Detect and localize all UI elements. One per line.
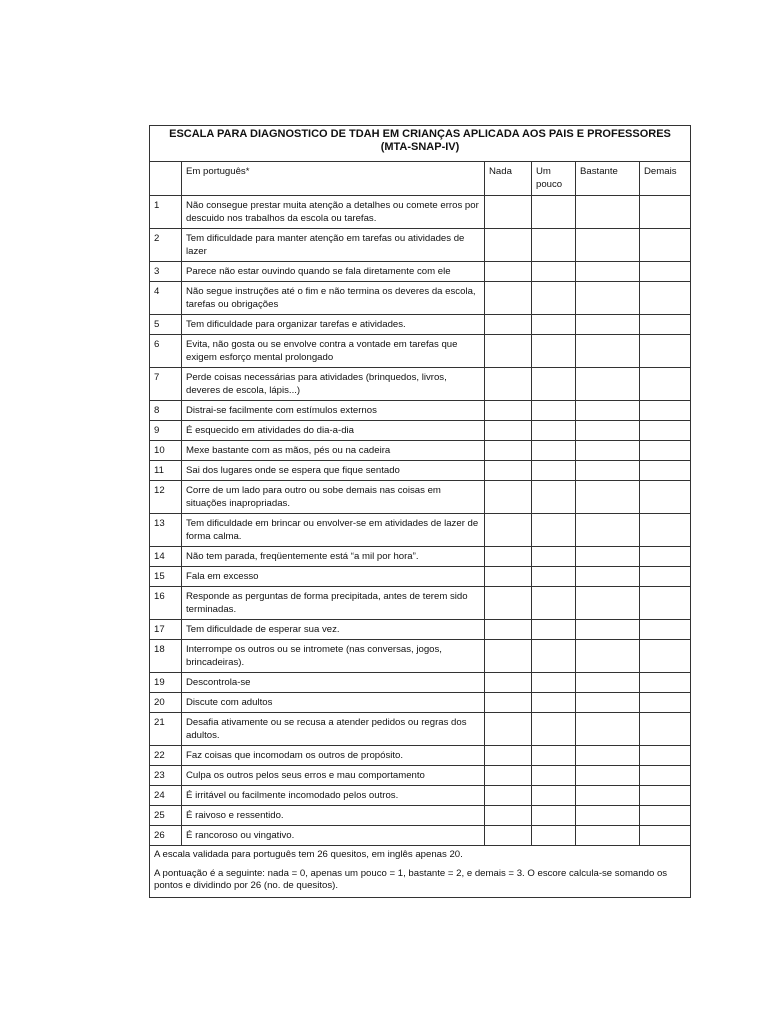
answer-cell-demais[interactable] — [640, 713, 691, 746]
answer-cell-nada[interactable] — [485, 368, 532, 401]
item-text: Distrai-se facilmente com estímulos externos — [182, 401, 485, 421]
answer-cell-demais[interactable] — [640, 262, 691, 282]
table-row — [150, 282, 691, 315]
table-row — [150, 262, 691, 282]
answer-cell-nada[interactable] — [485, 746, 532, 766]
item-text: Fala em excesso — [182, 567, 485, 587]
answer-cell-bastante[interactable] — [576, 673, 640, 693]
answer-cell-bastante[interactable] — [576, 368, 640, 401]
table-row — [150, 368, 691, 401]
answer-cell-nada[interactable] — [485, 315, 532, 335]
item-text: É rancoroso ou vingativo. — [182, 826, 485, 846]
answer-cell-demais[interactable] — [640, 547, 691, 567]
item-text: Tem dificuldade de esperar sua vez. — [182, 620, 485, 640]
answer-cell-nada[interactable] — [485, 441, 532, 461]
header-um-pouco: Um pouco — [532, 162, 576, 196]
answer-cell-nada[interactable] — [485, 514, 532, 547]
answer-cell-nada[interactable] — [485, 640, 532, 673]
answer-cell-um-pouco[interactable] — [532, 335, 576, 368]
item-number: 4 — [150, 282, 182, 315]
table-row — [150, 461, 691, 481]
answer-cell-um-pouco[interactable] — [532, 567, 576, 587]
answer-cell-um-pouco[interactable] — [532, 262, 576, 282]
answer-cell-bastante[interactable] — [576, 315, 640, 335]
item-number: 16 — [150, 587, 182, 620]
answer-cell-demais[interactable] — [640, 461, 691, 481]
item-text: Evita, não gosta ou se envolve contra a vontade em tarefas que exigem esforço mental prolongado — [182, 335, 485, 368]
answer-cell-bastante[interactable] — [576, 282, 640, 315]
header-row — [150, 162, 691, 196]
answer-cell-bastante[interactable] — [576, 826, 640, 846]
answer-cell-nada[interactable] — [485, 673, 532, 693]
item-text: Responde as perguntas de forma precipitada, antes de terem sido terminadas. — [182, 587, 485, 620]
item-number: 2 — [150, 229, 182, 262]
answer-cell-nada[interactable] — [485, 547, 532, 567]
item-number: 12 — [150, 481, 182, 514]
table-row — [150, 826, 691, 846]
item-text: É irritável ou facilmente incomodado pelos outros. — [182, 786, 485, 806]
answer-cell-demais[interactable] — [640, 196, 691, 229]
answer-cell-um-pouco[interactable] — [532, 547, 576, 567]
answer-cell-bastante[interactable] — [576, 335, 640, 368]
answer-cell-um-pouco[interactable] — [532, 746, 576, 766]
answer-cell-bastante[interactable] — [576, 766, 640, 786]
answer-cell-um-pouco[interactable] — [532, 229, 576, 262]
answer-cell-bastante[interactable] — [576, 587, 640, 620]
header-nada: Nada — [485, 162, 532, 196]
item-text: Não segue instruções até o fim e não termina os deveres da escola, tarefas ou obrigações — [182, 282, 485, 315]
questionnaire-sheet — [149, 125, 690, 898]
item-number: 1 — [150, 196, 182, 229]
answer-cell-demais[interactable] — [640, 335, 691, 368]
answer-cell-nada[interactable] — [485, 229, 532, 262]
answer-cell-nada[interactable] — [485, 461, 532, 481]
answer-cell-demais[interactable] — [640, 229, 691, 262]
item-text: Mexe bastante com as mãos, pés ou na cadeira — [182, 441, 485, 461]
answer-cell-um-pouco[interactable] — [532, 368, 576, 401]
table-row — [150, 335, 691, 368]
table-row — [150, 673, 691, 693]
table-row — [150, 620, 691, 640]
answer-cell-um-pouco[interactable] — [532, 620, 576, 640]
answer-cell-demais[interactable] — [640, 315, 691, 335]
answer-cell-demais[interactable] — [640, 282, 691, 315]
item-text: Discute com adultos — [182, 693, 485, 713]
answer-cell-um-pouco[interactable] — [532, 786, 576, 806]
answer-cell-bastante[interactable] — [576, 514, 640, 547]
item-text: Parece não estar ouvindo quando se fala diretamente com ele — [182, 262, 485, 282]
answer-cell-bastante[interactable] — [576, 786, 640, 806]
answer-cell-bastante[interactable] — [576, 461, 640, 481]
table-row — [150, 481, 691, 514]
table-row — [150, 713, 691, 746]
item-number: 3 — [150, 262, 182, 282]
title-line-1: ESCALA PARA DIAGNOSTICO DE TDAH EM CRIANÇAS APLICADA AOS PAIS E PROFESSORES — [169, 128, 671, 140]
table-row — [150, 196, 691, 229]
item-number: 18 — [150, 640, 182, 673]
answer-cell-bastante[interactable] — [576, 547, 640, 567]
table-row — [150, 547, 691, 567]
table-row — [150, 806, 691, 826]
answer-cell-demais[interactable] — [640, 421, 691, 441]
answer-cell-um-pouco[interactable] — [532, 282, 576, 315]
item-number: 17 — [150, 620, 182, 640]
answer-cell-um-pouco[interactable] — [532, 673, 576, 693]
title-line-2: (MTA-SNAP-IV) — [380, 141, 460, 153]
table-row — [150, 441, 691, 461]
answer-cell-bastante[interactable] — [576, 713, 640, 746]
answer-cell-nada[interactable] — [485, 282, 532, 315]
answer-cell-demais[interactable] — [640, 786, 691, 806]
item-number: 14 — [150, 547, 182, 567]
answer-cell-nada[interactable] — [485, 620, 532, 640]
answer-cell-nada[interactable] — [485, 713, 532, 746]
item-number: 19 — [150, 673, 182, 693]
item-text: Descontrola-se — [182, 673, 485, 693]
answer-cell-demais[interactable] — [640, 567, 691, 587]
item-text: Não tem parada, freqüentemente está “a mil por hora”. — [182, 547, 485, 567]
answer-cell-nada[interactable] — [485, 806, 532, 826]
table-row — [150, 315, 691, 335]
header-question: Em português* — [182, 162, 485, 196]
item-text: Sai dos lugares onde se espera que fique sentado — [182, 461, 485, 481]
item-text: Perde coisas necessárias para atividades (brinquedos, livros, deveres de escola, lápis...) — [182, 368, 485, 401]
item-number: 15 — [150, 567, 182, 587]
item-number: 8 — [150, 401, 182, 421]
item-text: Tem dificuldade em brincar ou envolver-se em atividades de lazer de forma calma. — [182, 514, 485, 547]
answer-cell-bastante[interactable] — [576, 196, 640, 229]
answer-cell-bastante[interactable] — [576, 746, 640, 766]
answer-cell-demais[interactable] — [640, 766, 691, 786]
item-number: 23 — [150, 766, 182, 786]
answer-cell-demais[interactable] — [640, 806, 691, 826]
item-text: É esquecido em atividades do dia-a-dia — [182, 421, 485, 441]
table-row — [150, 421, 691, 441]
table-row — [150, 786, 691, 806]
item-text: É raivoso e ressentido. — [182, 806, 485, 826]
answer-cell-um-pouco[interactable] — [532, 766, 576, 786]
answer-cell-demais[interactable] — [640, 640, 691, 673]
table-row — [150, 229, 691, 262]
item-number: 20 — [150, 693, 182, 713]
answer-cell-um-pouco[interactable] — [532, 196, 576, 229]
answer-cell-um-pouco[interactable] — [532, 693, 576, 713]
table-row — [150, 401, 691, 421]
item-number: 13 — [150, 514, 182, 547]
footer-note-1: A escala validada para português tem 26 quesitos, em inglês apenas 20. — [154, 849, 463, 860]
answer-cell-um-pouco[interactable] — [532, 421, 576, 441]
snap-iv-table — [149, 125, 691, 898]
item-text: Culpa os outros pelos seus erros e mau comportamento — [182, 766, 485, 786]
answer-cell-um-pouco[interactable] — [532, 401, 576, 421]
answer-cell-nada[interactable] — [485, 766, 532, 786]
answer-cell-bastante[interactable] — [576, 481, 640, 514]
answer-cell-um-pouco[interactable] — [532, 514, 576, 547]
item-number: 24 — [150, 786, 182, 806]
answer-cell-demais[interactable] — [640, 587, 691, 620]
footer-row — [150, 846, 691, 898]
item-number: 9 — [150, 421, 182, 441]
item-number: 22 — [150, 746, 182, 766]
item-text: Corre de um lado para outro ou sobe demais nas coisas em situações inapropriadas. — [182, 481, 485, 514]
table-row — [150, 567, 691, 587]
table-row — [150, 746, 691, 766]
answer-cell-nada[interactable] — [485, 421, 532, 441]
answer-cell-demais[interactable] — [640, 746, 691, 766]
answer-cell-nada[interactable] — [485, 587, 532, 620]
table-row — [150, 587, 691, 620]
item-text: Desafia ativamente ou se recusa a atender pedidos ou regras dos adultos. — [182, 713, 485, 746]
table-title — [150, 126, 691, 162]
item-number: 11 — [150, 461, 182, 481]
answer-cell-demais[interactable] — [640, 620, 691, 640]
header-demais: Demais — [640, 162, 691, 196]
answer-cell-nada[interactable] — [485, 786, 532, 806]
answer-cell-demais[interactable] — [640, 826, 691, 846]
answer-cell-nada[interactable] — [485, 196, 532, 229]
answer-cell-nada[interactable] — [485, 826, 532, 846]
title-row — [150, 126, 691, 162]
answer-cell-um-pouco[interactable] — [532, 587, 576, 620]
header-number-cell — [150, 162, 182, 196]
item-text: Interrompe os outros ou se intromete (nas conversas, jogos, brincadeiras). — [182, 640, 485, 673]
item-number: 6 — [150, 335, 182, 368]
item-number: 10 — [150, 441, 182, 461]
answer-cell-nada[interactable] — [485, 693, 532, 713]
table-row — [150, 640, 691, 673]
answer-cell-bastante[interactable] — [576, 806, 640, 826]
item-text: Tem dificuldade para manter atenção em tarefas ou atividades de lazer — [182, 229, 485, 262]
table-row — [150, 766, 691, 786]
item-number: 26 — [150, 826, 182, 846]
answer-cell-bastante[interactable] — [576, 620, 640, 640]
item-text: Faz coisas que incomodam os outros de propósito. — [182, 746, 485, 766]
answer-cell-bastante[interactable] — [576, 693, 640, 713]
answer-cell-demais[interactable] — [640, 693, 691, 713]
answer-cell-demais[interactable] — [640, 514, 691, 547]
answer-cell-demais[interactable] — [640, 401, 691, 421]
answer-cell-nada[interactable] — [485, 567, 532, 587]
table-row — [150, 693, 691, 713]
answer-cell-nada[interactable] — [485, 401, 532, 421]
answer-cell-demais[interactable] — [640, 481, 691, 514]
answer-cell-bastante[interactable] — [576, 229, 640, 262]
header-bastante: Bastante — [576, 162, 640, 196]
answer-cell-demais[interactable] — [640, 368, 691, 401]
answer-cell-um-pouco[interactable] — [532, 441, 576, 461]
item-text: Tem dificuldade para organizar tarefas e atividades. — [182, 315, 485, 335]
answer-cell-bastante[interactable] — [576, 401, 640, 421]
answer-cell-nada[interactable] — [485, 481, 532, 514]
footer-notes — [150, 846, 691, 898]
answer-cell-um-pouco[interactable] — [532, 481, 576, 514]
item-text: Não consegue prestar muita atenção a detalhes ou comete erros por descuido nos trabalhos da escola ou tarefas. — [182, 196, 485, 229]
answer-cell-um-pouco[interactable] — [532, 713, 576, 746]
table-row — [150, 514, 691, 547]
answer-cell-bastante[interactable] — [576, 421, 640, 441]
footer-note-2: A pontuação é a seguinte: nada = 0, apenas um pouco = 1, bastante = 2, e demais = 3. O escore calcula-se somando os pontos e dividindo por 26 (no. de quesitos). — [154, 867, 668, 892]
answer-cell-bastante[interactable] — [576, 567, 640, 587]
item-number: 25 — [150, 806, 182, 826]
answer-cell-um-pouco[interactable] — [532, 806, 576, 826]
answer-cell-um-pouco[interactable] — [532, 461, 576, 481]
item-number: 7 — [150, 368, 182, 401]
answer-cell-um-pouco[interactable] — [532, 826, 576, 846]
item-number: 5 — [150, 315, 182, 335]
item-number: 21 — [150, 713, 182, 746]
answer-cell-um-pouco[interactable] — [532, 640, 576, 673]
answer-cell-bastante[interactable] — [576, 640, 640, 673]
answer-cell-demais[interactable] — [640, 673, 691, 693]
answer-cell-nada[interactable] — [485, 262, 532, 282]
answer-cell-um-pouco[interactable] — [532, 315, 576, 335]
answer-cell-demais[interactable] — [640, 441, 691, 461]
answer-cell-bastante[interactable] — [576, 262, 640, 282]
answer-cell-bastante[interactable] — [576, 441, 640, 461]
answer-cell-nada[interactable] — [485, 335, 532, 368]
